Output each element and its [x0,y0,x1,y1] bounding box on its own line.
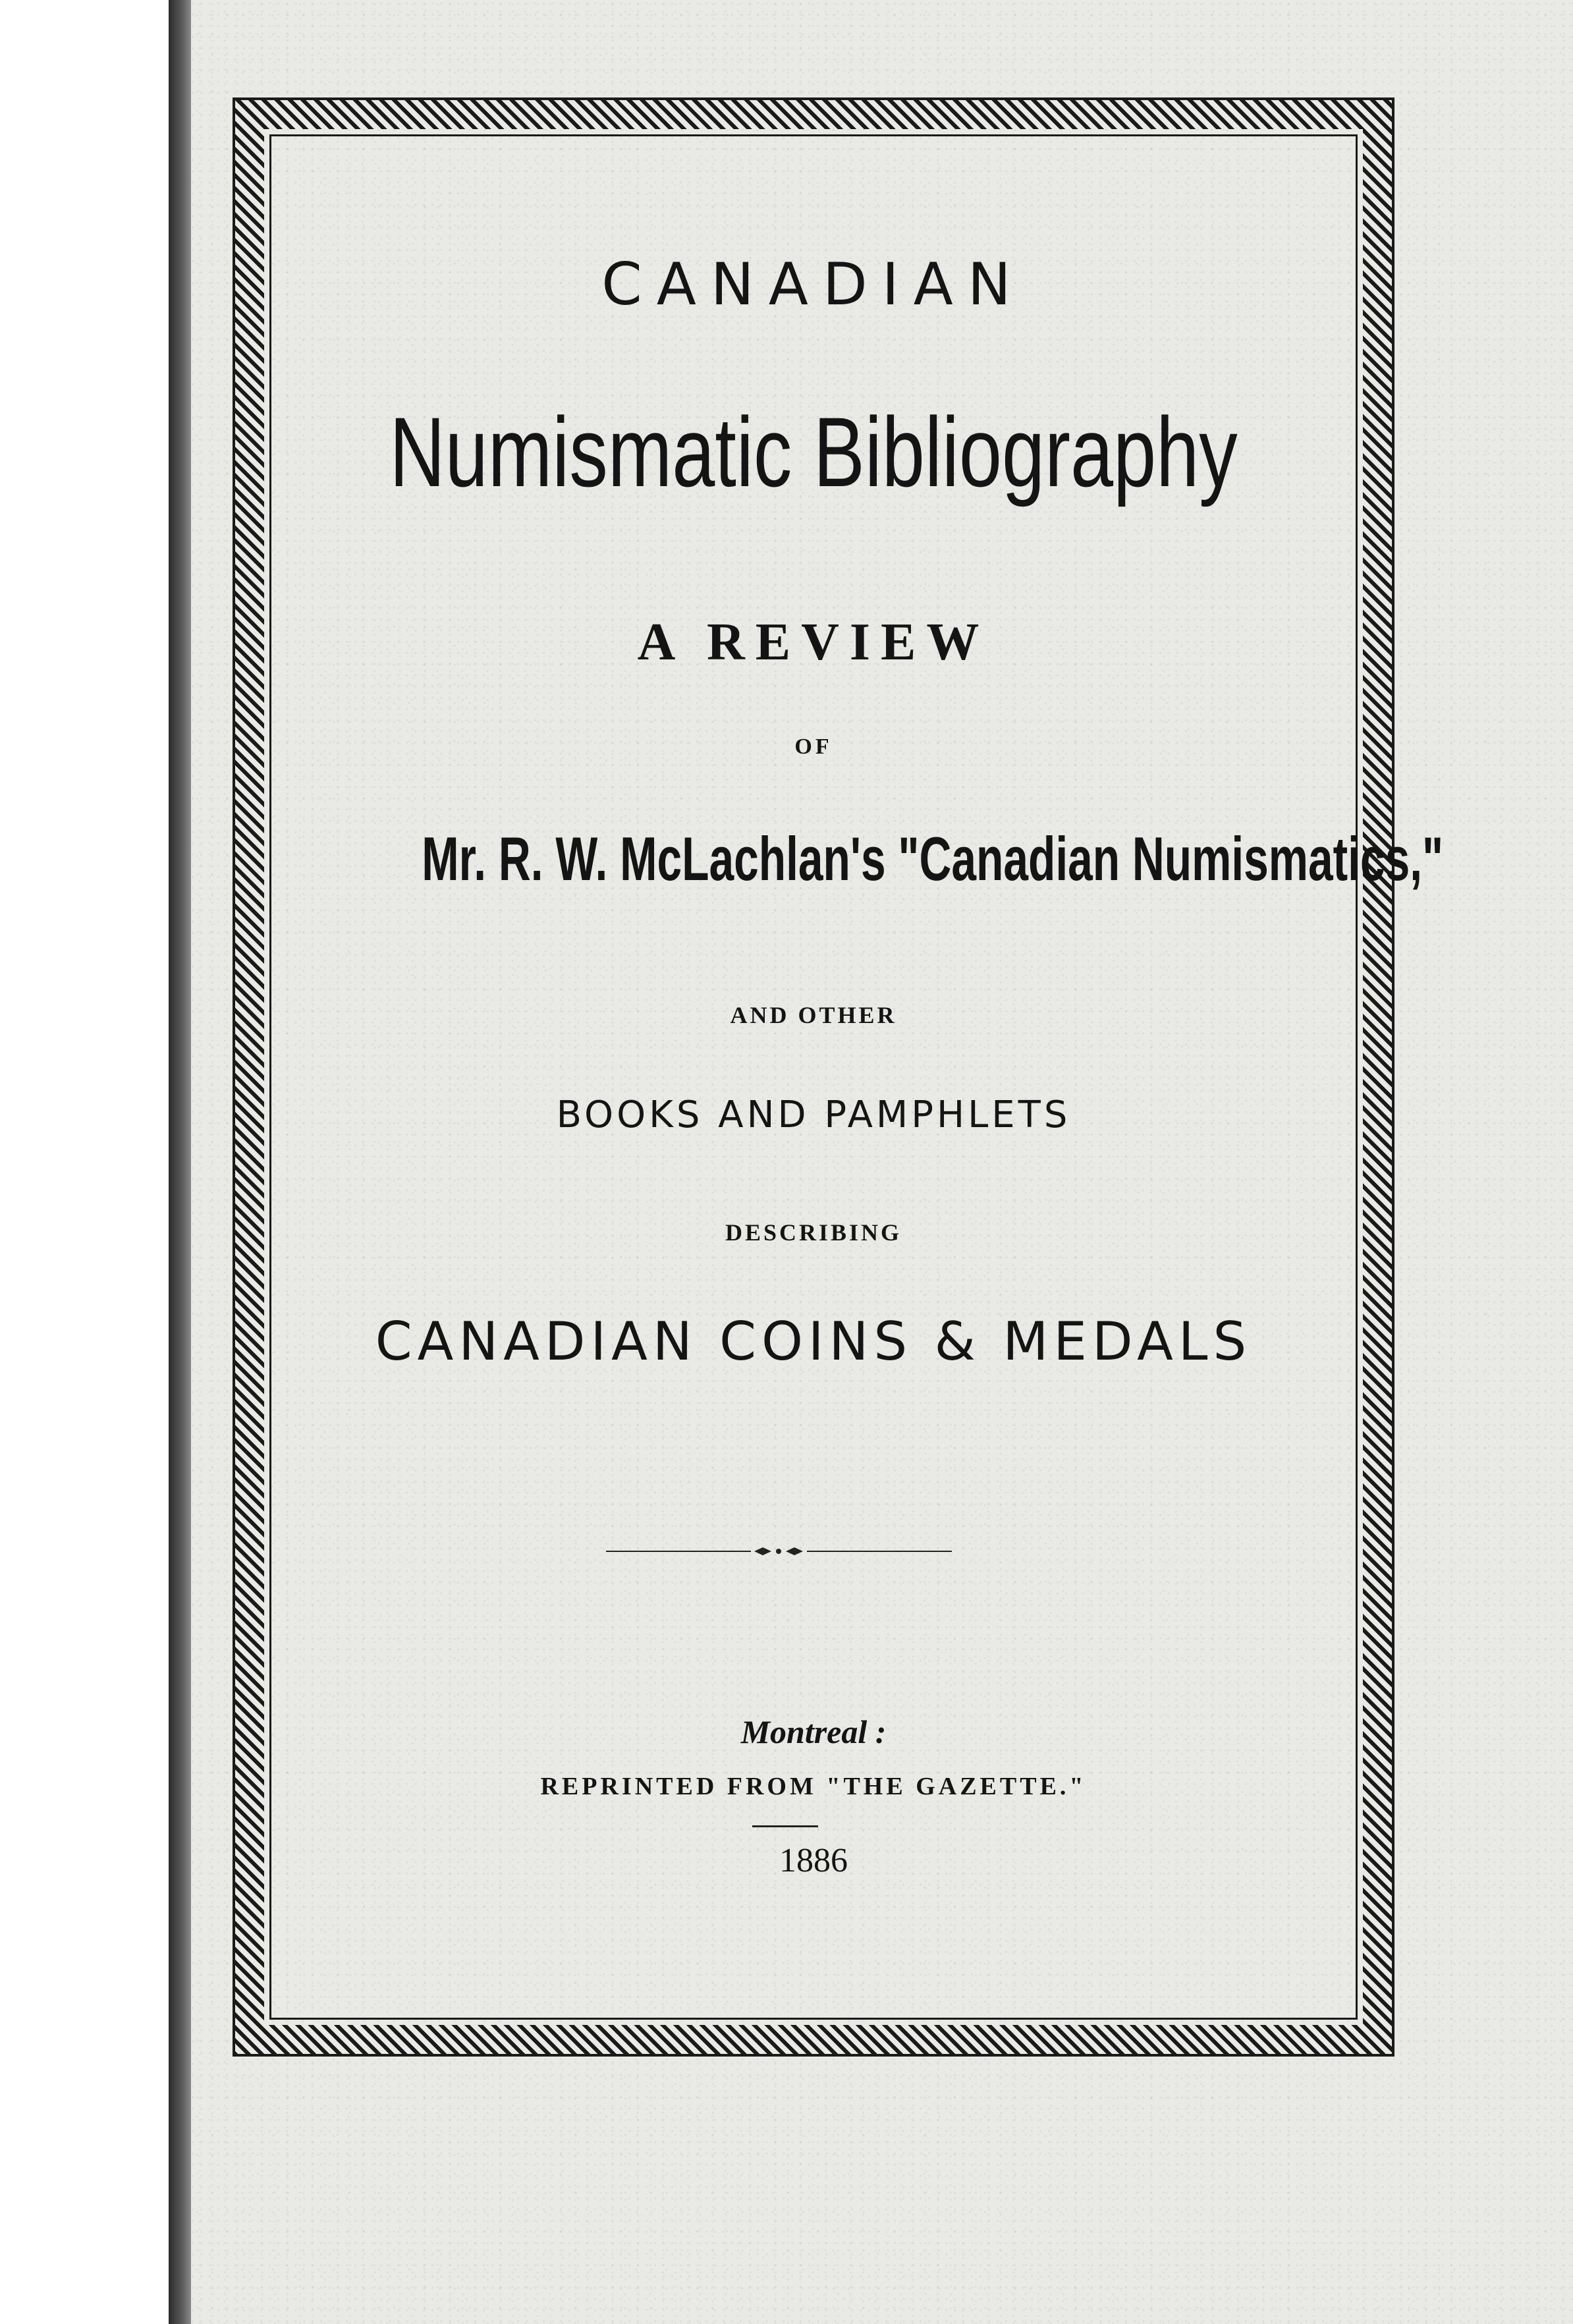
subtitle-canadian-coins-medals: CANADIAN COINS & MEDALS [375,1311,1252,1372]
title-canadian: CANADIAN [601,250,1026,318]
subtitle-mclachlan: Mr. R. W. McLachlan's "Canadian Numismatics," [422,824,1444,893]
imprint-year: 1886 [779,1842,848,1879]
imprint-place: Montreal : [740,1713,887,1750]
title-numismatic-bibliography: Numismatic Bibliography [389,397,1238,507]
text-of: OF [794,734,833,759]
text-describing: DESCRIBING [725,1219,902,1246]
subtitle-a-review: A REVIEW [637,613,990,671]
text-and-other: AND OTHER [730,1002,897,1028]
ornamental-divider [606,1545,952,1558]
subtitle-books-and-pamphlets: BOOKS AND PAMPHLETS [556,1093,1071,1136]
book-spine-edge [169,0,191,2324]
imprint-rule [752,1825,818,1827]
imprint-source: REPRINTED FROM "THE GAZETTE." [540,1773,1087,1800]
